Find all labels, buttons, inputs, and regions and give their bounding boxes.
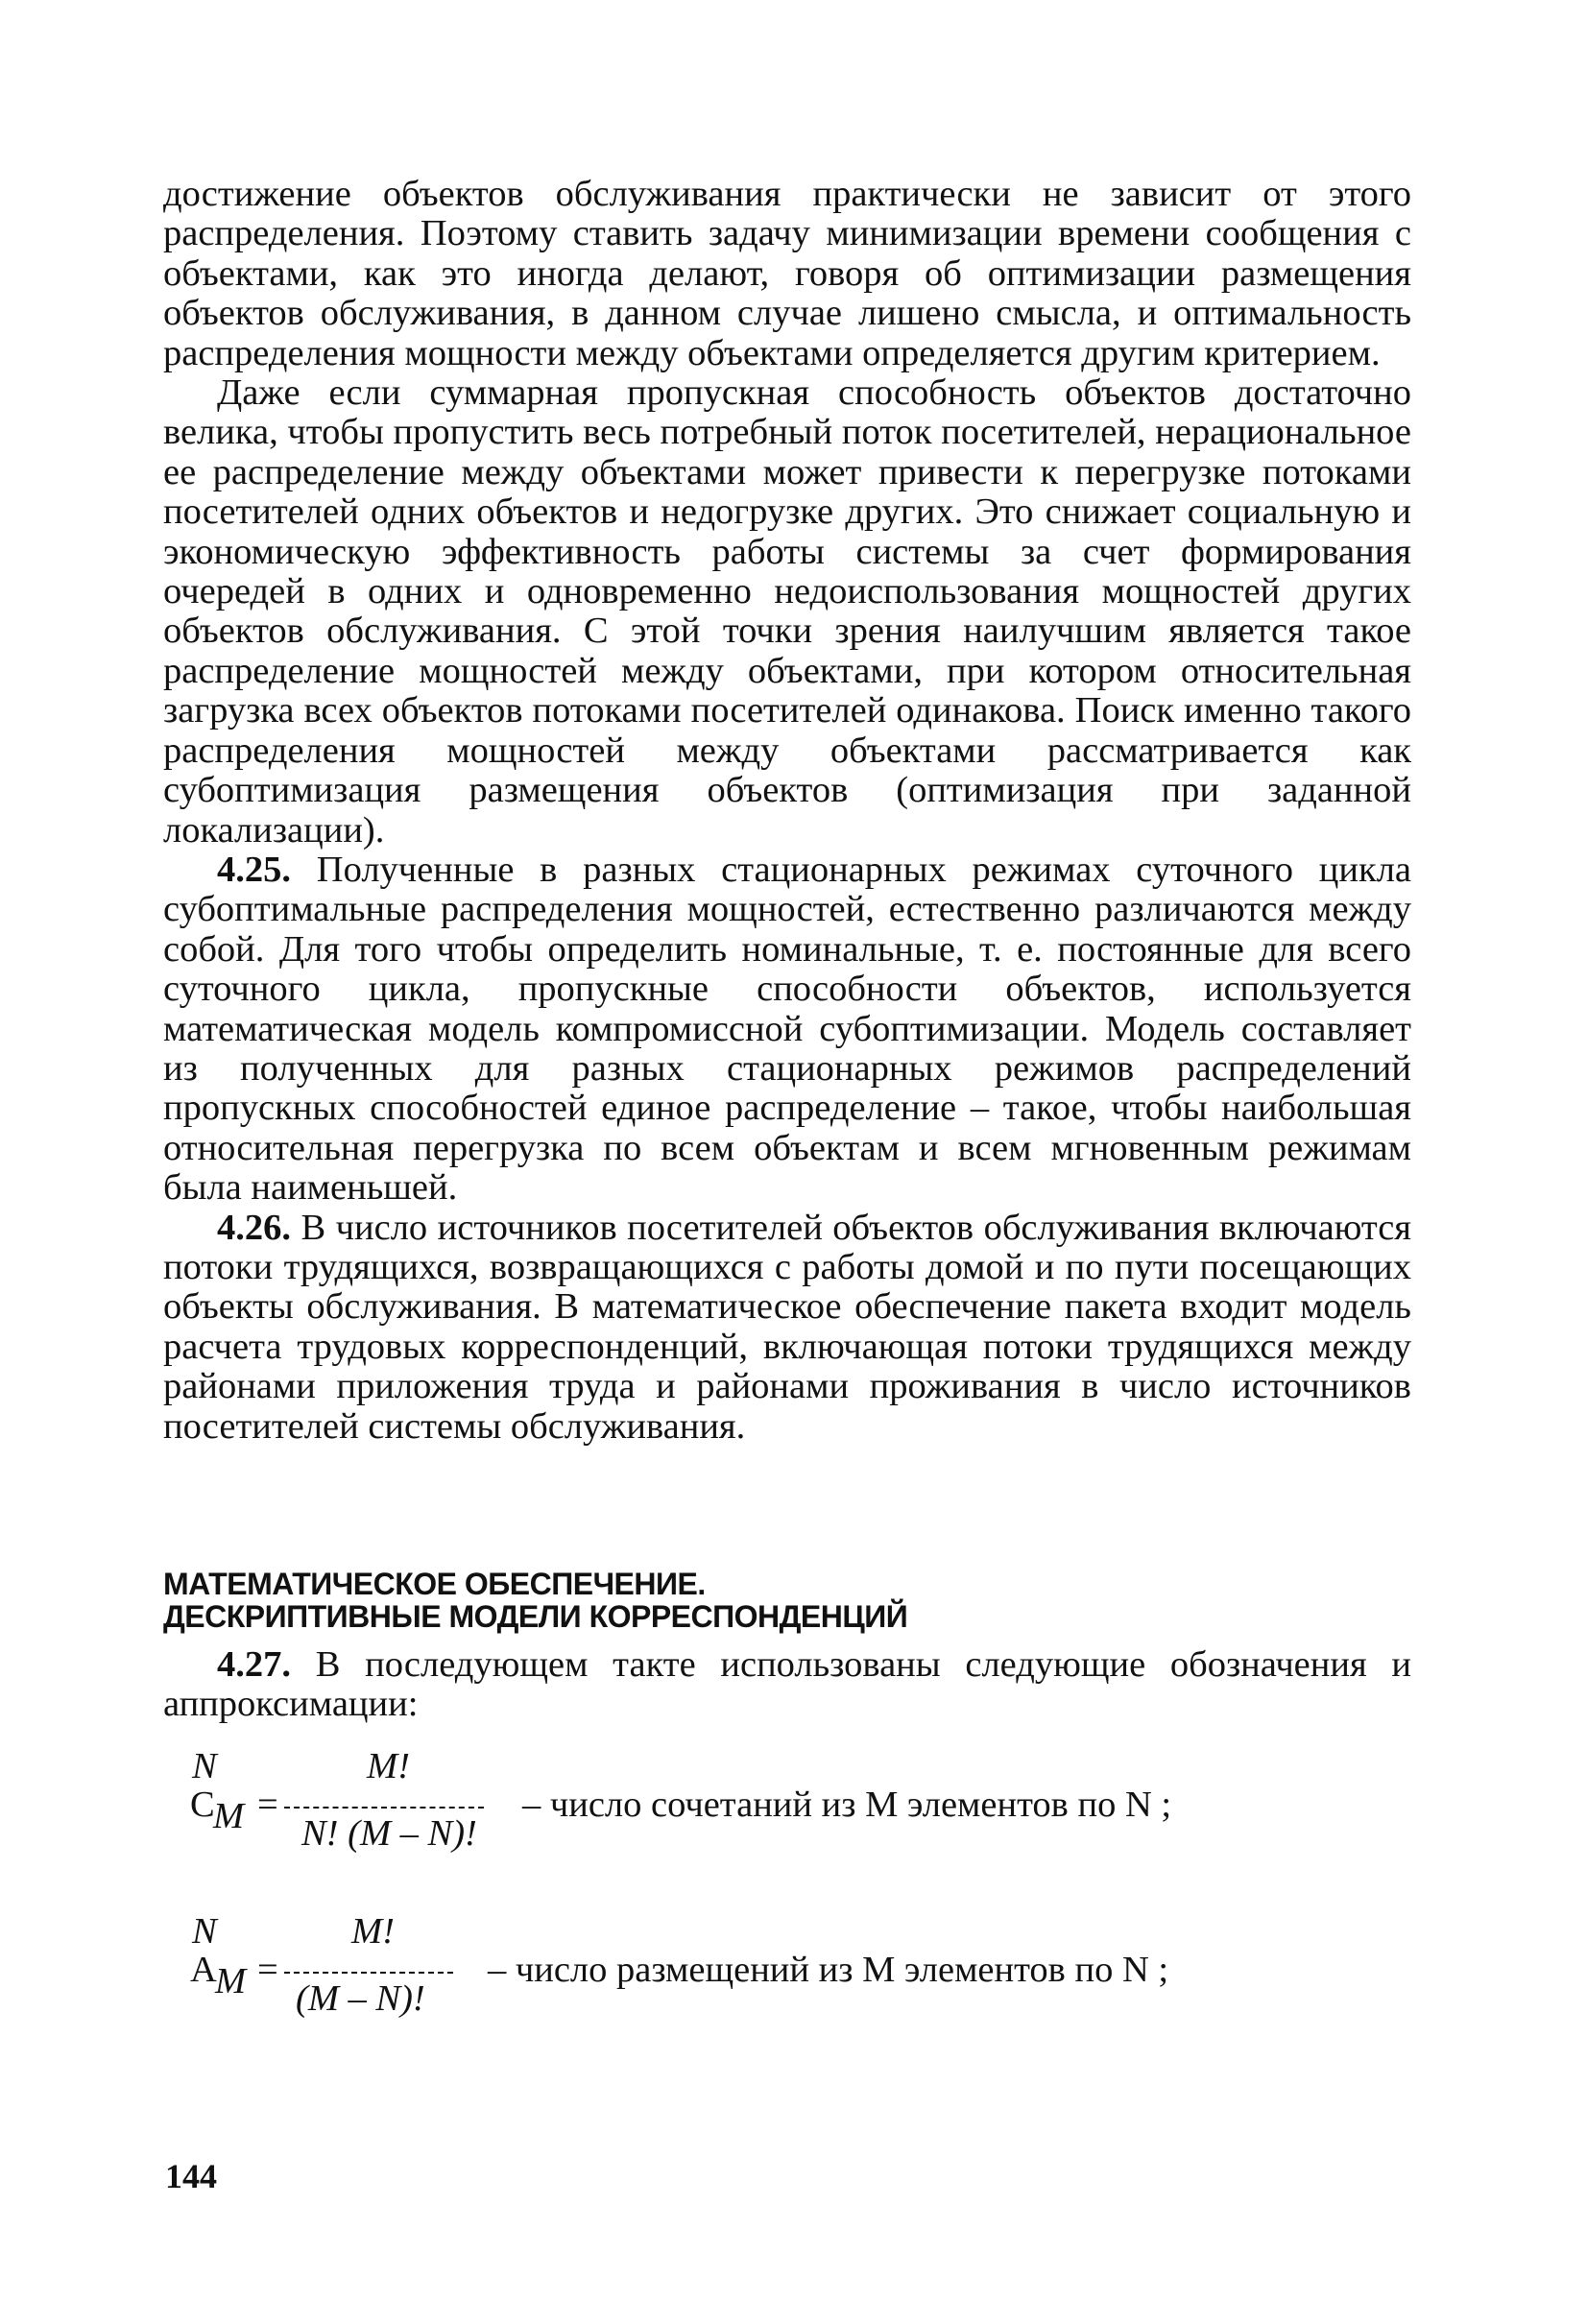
paragraph-text: Даже если суммарная пропускная способность объектов достаточно велика, чтобы пропустить весь потребный поток посетителей, нерациональное ее распределение между объектами может привести к перегрузке потоками посетителей одних объектов и недогрузке других. Это снижает социальную и экономическую эффективность работы системы за счет формирования очередей в одних и одновременно недоиспользования мощностей других объектов обслуживания. С этой точки зрения наилучшим является такое распределение мощностей между объектами, при котором относительная загрузка всех объектов потоками посетителей одинакова. Поиск именно такого распределения мощностей между объектами рассматривается как субоптимизация размещения объектов (оптимизация при заданной локализации). <box>163 372 1411 851</box>
formula-denominator: (M – N)! <box>296 1978 425 2019</box>
fraction-bar <box>284 1807 484 1809</box>
formula-description: – число размещений из M элементов по N ; <box>488 1950 1169 1990</box>
heading-line-2: ДЕСКРИПТИВНЫЕ МОДЕЛИ КОРРЕСПОНДЕНЦИЙ <box>163 1599 908 1634</box>
formula-symbol: A <box>190 1950 217 1990</box>
paragraph <box>163 373 1411 851</box>
paragraph-4-25 <box>163 851 1411 1209</box>
paragraph-text: В последующем такте использованы следующие обозначения и аппроксимации: <box>163 1644 1411 1725</box>
heading-line-1: МАТЕМАТИЧЕСКОЕ ОБЕСПЕЧЕНИЕ. <box>163 1567 706 1601</box>
paragraph-number: 4.25. <box>217 849 291 890</box>
paragraph-4-27 <box>163 1645 1411 1725</box>
formula-denominator: N! (M – N)! <box>301 1813 477 1854</box>
formula-equals: = <box>257 1950 278 1990</box>
formula-combinations <box>163 1745 1411 1889</box>
paragraph-text: Полученные в разных стационарных режимах суточного цикла субоптимальные распределения мощностей, естественно различаются между собой. Для того чтобы определить номинальные, т. е. постоянные для всего суточного цикла, пропускные способности объектов, используется математическая модель компромиссной субоптимизации. Модель составляет из полученных для разных стационарных режимов распределений пропускных способностей единое распределение – такое, чтобы наибольшая относительная перегрузка по всем объектам и всем мгновенным режимам была наименьшей. <box>163 849 1411 1209</box>
paragraph-number: 4.27. <box>217 1644 291 1685</box>
intro-text <box>163 1645 1411 1725</box>
paragraph-text: В число источников посетителей объектов обслуживания включаются потоки трудящихся, возвращающихся с работы домой и по пути посещающих объекты обслуживания. В математическое обеспечение пакета входит модель расчета трудовых корреспонденций, включающая потоки трудящихся между районами приложения труда и районами проживания в число источников посетителей системы обслуживания. <box>163 1207 1412 1447</box>
fraction-bar <box>284 1972 453 1974</box>
formula-superscript: N <box>192 1746 217 1786</box>
formula-symbol: C <box>190 1785 215 1825</box>
paragraph-number: 4.26. <box>217 1207 291 1248</box>
paragraph-text: достижение объектов обслуживания практически не зависит от этого распределения. Поэтому ставить задачу минимизации времени сообщения с объектами, как это иногда делают, говоря об оптимизации размещения объектов обслуживания, в данном случае лишено смысла, и оптимальность распределения мощности между объектами определяется другим критерием. <box>163 174 1411 373</box>
formula-equals: = <box>257 1785 278 1825</box>
paragraph-continuation <box>163 175 1411 373</box>
formula-numerator: M! <box>351 1911 395 1952</box>
formula-subscript: M <box>215 1961 247 2001</box>
section-heading <box>163 1568 1411 1633</box>
formula-arrangements <box>163 1910 1411 2054</box>
formula-description: – число сочетаний из M элементов по N ; <box>522 1785 1172 1825</box>
formula-superscript: N <box>192 1911 217 1952</box>
paragraph-4-26 <box>163 1209 1411 1447</box>
body-text <box>163 175 1411 1447</box>
page-number: 144 <box>165 2157 217 2195</box>
formula-numerator: M! <box>367 1746 410 1786</box>
formula-subscript: M <box>213 1796 245 1836</box>
